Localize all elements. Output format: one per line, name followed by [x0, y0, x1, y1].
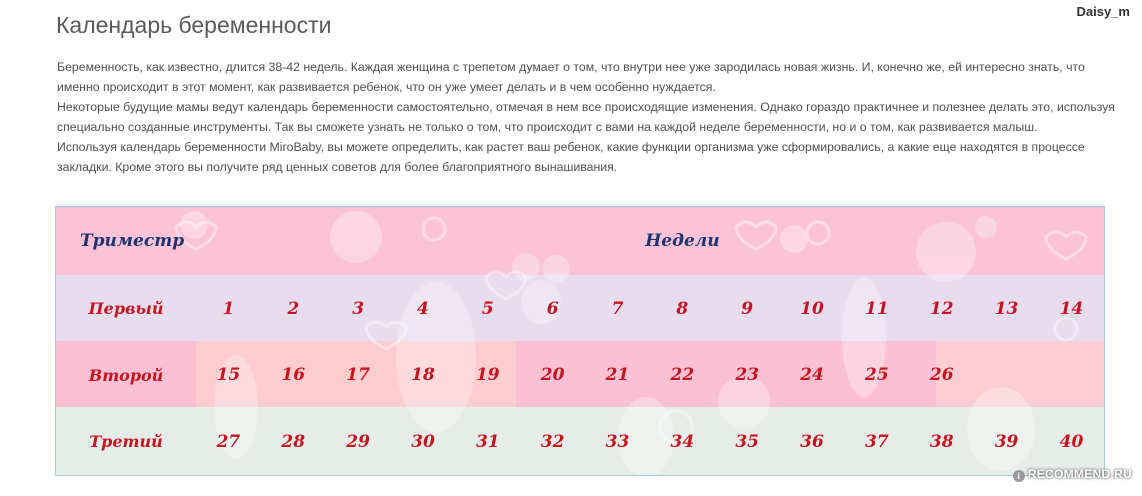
week-cell[interactable]: 2	[287, 298, 300, 319]
pregnancy-calendar	[55, 206, 1105, 476]
week-cell[interactable]: 7	[611, 298, 624, 319]
week-cell[interactable]: 1	[222, 298, 235, 319]
week-cell[interactable]: 34	[670, 431, 695, 452]
week-cell[interactable]: 3	[352, 298, 365, 319]
week-cell[interactable]: 30	[411, 431, 435, 452]
week-cell[interactable]: 6	[546, 298, 559, 319]
trimester-header: Триместр	[80, 231, 185, 252]
week-cell-empty	[1039, 342, 1104, 408]
week-cell[interactable]: 22	[670, 365, 695, 386]
week-cell[interactable]: 32	[540, 431, 565, 452]
week-cell[interactable]: 16	[281, 365, 306, 386]
week-cell[interactable]: 27	[216, 431, 241, 452]
page-title: Календарь беременности	[56, 12, 332, 38]
recommend-logo-icon: i	[1013, 470, 1025, 482]
week-cell[interactable]: 24	[800, 365, 824, 386]
intro-paragraph: Некоторые будущие мамы ведут календарь беременности самостоятельно, отмечая в нем все происходящие изменения. Однако гораздо практичнее и полезнее делать это, используя специально созданные инструменты. Так вы сможете узнать не только о том, что происходит с вами на каждой неделе беременности, но и о том, как развивается малыш.	[57, 100, 1115, 134]
week-cell[interactable]: 35	[735, 431, 759, 452]
weeks-table	[56, 207, 1104, 475]
intro-paragraph: Используя календарь беременности MiroBaby, вы можете определить, как растет ваш ребенок, какие функции организма уже сформировались, а какие еще находятся в процессе закладки. Кроме этого вы получите ряд ценных советов для более благоприятного вынашивания.	[57, 140, 1085, 174]
trimester-label: Второй	[88, 365, 164, 385]
week-cell-empty	[974, 342, 1039, 408]
trimester-row-third	[56, 408, 1104, 475]
week-cell[interactable]: 40	[1059, 431, 1084, 452]
week-cell[interactable]: 19	[475, 365, 500, 386]
week-cell[interactable]: 9	[741, 298, 754, 319]
week-cell[interactable]: 18	[411, 365, 435, 386]
week-cell[interactable]: 12	[929, 298, 954, 319]
week-cell[interactable]: 21	[605, 365, 630, 386]
week-cell[interactable]: 5	[481, 298, 494, 319]
week-cell[interactable]: 39	[994, 431, 1019, 452]
week-cell[interactable]: 36	[800, 431, 824, 452]
site-watermark	[1013, 467, 1132, 482]
week-cell[interactable]: 25	[865, 365, 889, 386]
week-cell[interactable]: 11	[865, 298, 889, 319]
week-cell[interactable]: 26	[929, 365, 954, 386]
trimester-row-second	[56, 342, 1104, 408]
week-cell[interactable]: 29	[346, 431, 370, 452]
trimester-row-first	[56, 276, 1104, 342]
week-cell[interactable]: 28	[281, 431, 306, 452]
week-cell[interactable]: 10	[800, 298, 824, 319]
trimester-label: Третий	[89, 432, 163, 452]
weeks-header: Недели	[645, 231, 720, 252]
week-cell[interactable]: 17	[346, 365, 370, 386]
week-cell[interactable]: 14	[1059, 298, 1084, 319]
intro-paragraph: Беременность, как известно, длится 38-42 недель. Каждая женщина с трепетом думает о том, что внутри нее уже зародилась новая жизнь. И, конечно же, ей интересно знать, что именно происходит в этот момент, как развивается ребенок, что он уже умеет делать и в чем особенно нуждается.	[57, 60, 1085, 94]
week-cell[interactable]: 37	[865, 431, 889, 452]
week-cell[interactable]: 15	[216, 365, 241, 386]
username-tag[interactable]: Daisy_m	[1076, 4, 1130, 19]
week-cell[interactable]: 13	[994, 298, 1019, 319]
table-header-row	[56, 207, 1104, 276]
week-cell[interactable]: 33	[605, 431, 630, 452]
intro-text	[57, 57, 1127, 177]
trimester-label: Первый	[88, 299, 164, 319]
week-cell[interactable]: 4	[417, 298, 429, 319]
week-cell[interactable]: 38	[929, 431, 954, 452]
watermark-text: RECOMMEND.RU	[1027, 467, 1132, 481]
week-cell[interactable]: 20	[540, 365, 565, 386]
week-cell[interactable]: 8	[676, 298, 689, 319]
week-cell[interactable]: 31	[475, 431, 500, 452]
week-cell[interactable]: 23	[735, 365, 759, 386]
